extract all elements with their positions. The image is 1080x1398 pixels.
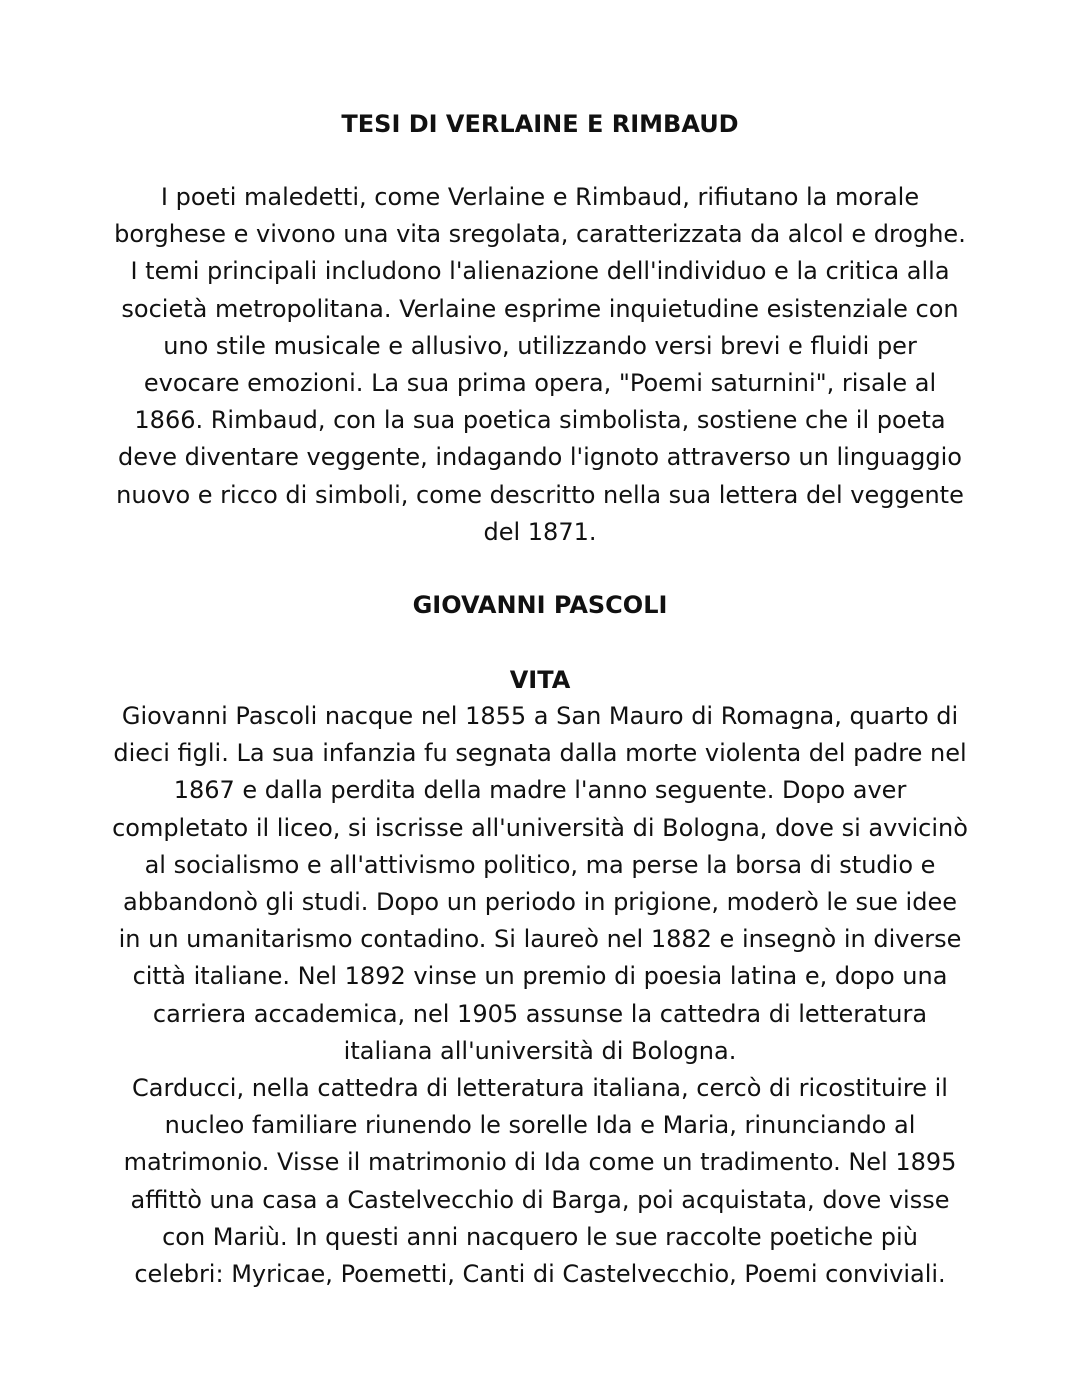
text-line: carriera accademica, nel 1905 assunse la cattedra di letteratura bbox=[152, 999, 928, 1028]
text-line: Giovanni Pascoli nacque nel 1855 a San Mauro di Romagna, quarto di bbox=[121, 702, 959, 730]
text-line: città italiane. Nel 1892 vinse un premio di poesia latina e, dopo una bbox=[132, 962, 948, 991]
text-line: celebri: Myricae, Poemetti, Canti di Castelvecchio, Poemi conviviali. bbox=[134, 1260, 946, 1289]
text-line: al socialismo e all'attivismo politico, ma perse la borsa di studio e bbox=[144, 850, 936, 879]
text-line: italiana all'università di Bologna. bbox=[343, 1036, 737, 1065]
text-line: abbandonò gli studi. Dopo un periodo in prigione, moderò le sue idee bbox=[123, 888, 957, 917]
heading-giovanni-pascoli: GIOVANNI PASCOLI bbox=[412, 591, 668, 619]
text-line: in un umanitarismo contadino. Si laureò nel 1882 e insegnò in diverse bbox=[118, 925, 962, 954]
text-line: I temi principali includono l'alienazione dell'individuo e la critica alla bbox=[130, 257, 950, 286]
text-line: uno stile musicale e allusivo, utilizzando versi brevi e fluidi per bbox=[163, 331, 917, 360]
paragraph-pascoli-vita bbox=[100, 698, 980, 1293]
heading-verlaine-rimbaud: TESI DI VERLAINE E RIMBAUD bbox=[341, 110, 739, 138]
text-line: completato il liceo, si iscrisse all'università di Bologna, dove si avvicinò bbox=[112, 813, 968, 842]
paragraph-verlaine-rimbaud bbox=[100, 179, 980, 551]
subheading-vita: VITA bbox=[509, 666, 571, 694]
text-line: Carducci, nella cattedra di letteratura italiana, cercò di ricostituire il bbox=[132, 1074, 948, 1103]
text-line: nuovo e ricco di simboli, come descritto nella sua lettera del veggente bbox=[116, 480, 964, 509]
text-line: deve diventare veggente, indagando l'ignoto attraverso un linguaggio bbox=[117, 443, 962, 472]
text-line: dieci figli. La sua infanzia fu segnata dalla morte violenta del padre nel bbox=[113, 739, 967, 768]
text-line: del 1871. bbox=[483, 517, 597, 546]
text-line: affittò una casa a Castelvecchio di Barga, poi acquistata, dove visse bbox=[130, 1185, 950, 1214]
text-line: evocare emozioni. La sua prima opera, "Poemi saturnini", risale al bbox=[143, 369, 937, 398]
text-line: I poeti maledetti, come Verlaine e Rimbaud, rifiutano la morale bbox=[160, 183, 920, 211]
text-line: 1866. Rimbaud, con la sua poetica simbolista, sostiene che il poeta bbox=[134, 406, 946, 435]
text-line: società metropolitana. Verlaine esprime inquietudine esistenziale con bbox=[121, 294, 959, 323]
text-line: nucleo familiare riunendo le sorelle Ida e Maria, rinunciando al bbox=[164, 1111, 916, 1140]
text-line: borghese e vivono una vita sregolata, caratterizzata da alcol e droghe. bbox=[114, 220, 966, 249]
text-line: matrimonio. Visse il matrimonio di Ida come un tradimento. Nel 1895 bbox=[123, 1148, 957, 1177]
text-line: con Mariù. In questi anni nacquero le sue raccolte poetiche più bbox=[162, 1222, 918, 1251]
text-line: 1867 e dalla perdita della madre l'anno seguente. Dopo aver bbox=[173, 776, 907, 805]
